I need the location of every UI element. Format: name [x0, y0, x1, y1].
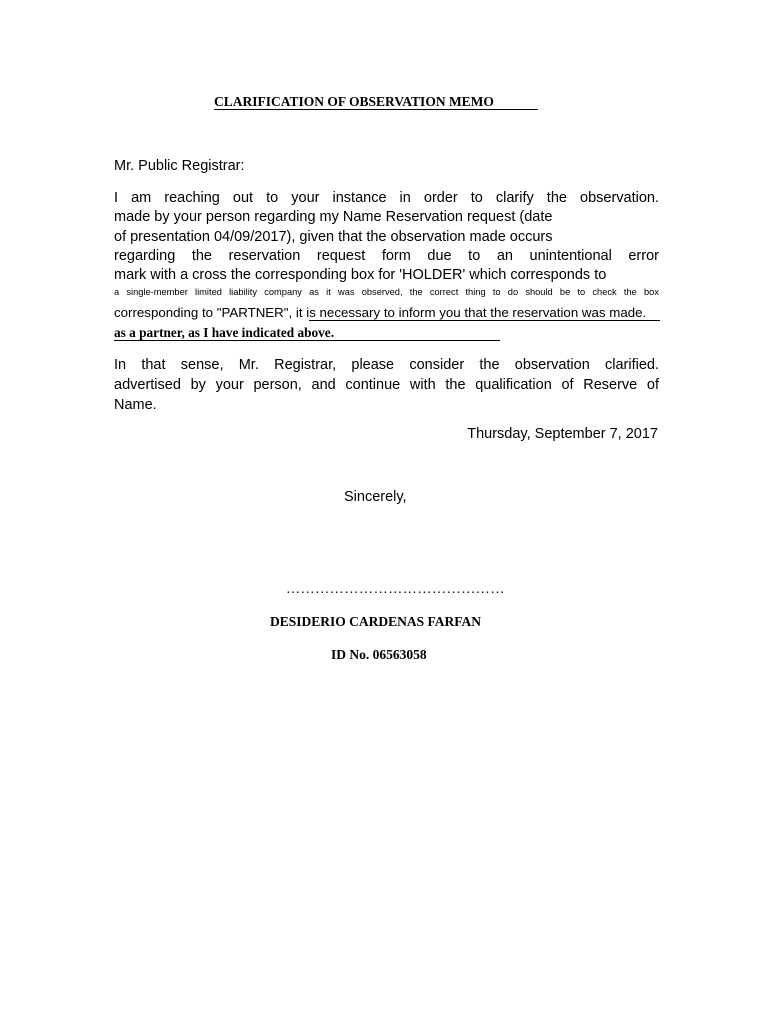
line-7-underlined: s necessary to inform you that the reservation was made.: [309, 305, 660, 321]
paragraph-1-line: regarding the reservation request form due to an unintentional error: [114, 247, 659, 264]
memo-title: CLARIFICATION OF OBSERVATION MEMO: [214, 95, 538, 110]
letter-date: Thursday, September 7, 2017: [467, 426, 658, 442]
bold-underlined-line: as a partner, as I have indicated above.: [114, 325, 500, 341]
paragraph-1-line-7: [114, 305, 660, 320]
paragraph-2-line: Name.: [114, 397, 157, 413]
signer-name: DESIDERIO CARDENAS FARFAN: [270, 614, 482, 629]
greeting: Mr. Public Registrar:: [114, 158, 245, 174]
paragraph-1-line: made by your person regarding my Name Reservation request (date: [114, 209, 553, 226]
line-7-start: corresponding to "PARTNER", it i: [114, 305, 310, 320]
paragraph-1: [114, 189, 659, 285]
closing: Sincerely,: [344, 489, 407, 505]
paragraph-2-line: advertised by your person, and continue with the qualification of Reserve of: [114, 377, 659, 393]
paragraph-1-line: mark with a cross the corresponding box for 'HOLDER' which corresponds to: [114, 267, 607, 284]
paragraph-1-line: of presentation 04/09/2017), given that the observation made occurs: [114, 228, 553, 245]
signer-id: ID No. 06563058: [331, 647, 427, 662]
paragraph-1-small-line: a single-member limited liability company as it was observed, the correct thing to do should be to check the box: [114, 287, 659, 297]
paragraph-2: [114, 355, 659, 415]
paragraph-2-line: In that sense, Mr. Registrar, please consider the observation clarified.: [114, 357, 659, 373]
paragraph-1-line: I am reaching out to your instance in order to clarify the observation.: [114, 190, 659, 206]
signature-line: ………………………………………: [286, 582, 505, 597]
